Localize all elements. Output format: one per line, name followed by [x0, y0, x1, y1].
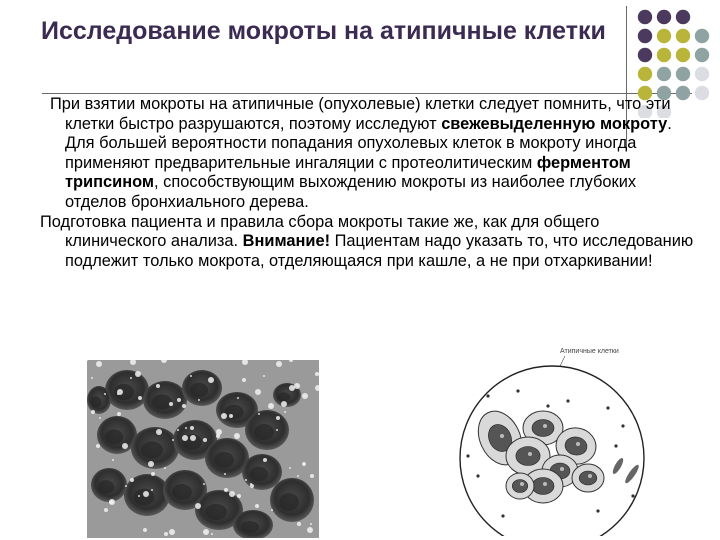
bold-trypsin: ферментом трипсином — [65, 153, 631, 192]
horizontal-divider — [42, 93, 692, 94]
bold-attention: Внимание! — [242, 232, 331, 251]
bold-fresh-sputum: свежевыделенную мокроту — [441, 114, 668, 133]
cell-nucleus — [532, 420, 554, 437]
debris-speck — [606, 406, 609, 409]
decorative-dot — [657, 67, 671, 81]
debris-speck — [501, 514, 504, 517]
cell-nucleus — [532, 478, 554, 495]
slide-body — [40, 95, 696, 271]
cells-drawing — [448, 346, 700, 536]
decorative-dot — [657, 10, 671, 24]
debris-speck — [486, 394, 489, 397]
debris-speck — [566, 399, 569, 402]
paragraph-patient-preparation: Подготовка пациента и правила сбора мокроты такие же, как для общего клинического анализа. Внимание! Пациентам надо указать то, что исследованию подлежит только мокрота, отделяющаяся при кашле, а не при отхаркивании! — [40, 212, 694, 270]
decorative-dot — [638, 48, 652, 62]
decorative-dot — [676, 48, 690, 62]
debris-speck — [614, 444, 617, 447]
debris-speck — [466, 454, 469, 457]
debris-speck — [596, 509, 599, 512]
cell-nucleus — [516, 447, 540, 466]
debris-speck — [546, 404, 549, 407]
debris-speck — [621, 424, 624, 427]
debris-speck — [476, 474, 479, 477]
cell-nucleus — [579, 471, 597, 485]
debris-speck — [631, 494, 634, 497]
paragraph-specimen-collection: При взятии мокроты на атипичные (опухолевые) клетки следует помнить, что эти клетки быстро разрушаются, поэтому исследуют свежевыделенную мокроту. Для большей вероятности попадания опухолевых клеток в мокроту иногда применяют предварительные ингаляции с протеолитическим ферментом трипсином, способствующим выхождению мокроты из наиболее глубоких отделов бронхиального дерева. — [50, 95, 672, 211]
decorative-dot — [657, 29, 671, 43]
micrograph-photo — [87, 360, 319, 538]
figure-label: Атипичные клетки — [560, 348, 619, 355]
decorative-dot — [638, 10, 652, 24]
decorative-dot — [638, 67, 652, 81]
decorative-dot — [638, 29, 652, 43]
slide-title: Исследование мокроты на атипичные клетки — [41, 17, 606, 45]
decorative-dot — [676, 10, 690, 24]
debris-speck — [516, 389, 519, 392]
decorative-dot — [676, 29, 690, 43]
decorative-dot — [695, 86, 709, 100]
cell-nucleus — [512, 480, 527, 493]
decorative-dot — [695, 29, 709, 43]
decorative-dot — [695, 48, 709, 62]
decorative-dot — [657, 48, 671, 62]
decorative-dot — [676, 67, 690, 81]
decorative-dot — [695, 67, 709, 81]
